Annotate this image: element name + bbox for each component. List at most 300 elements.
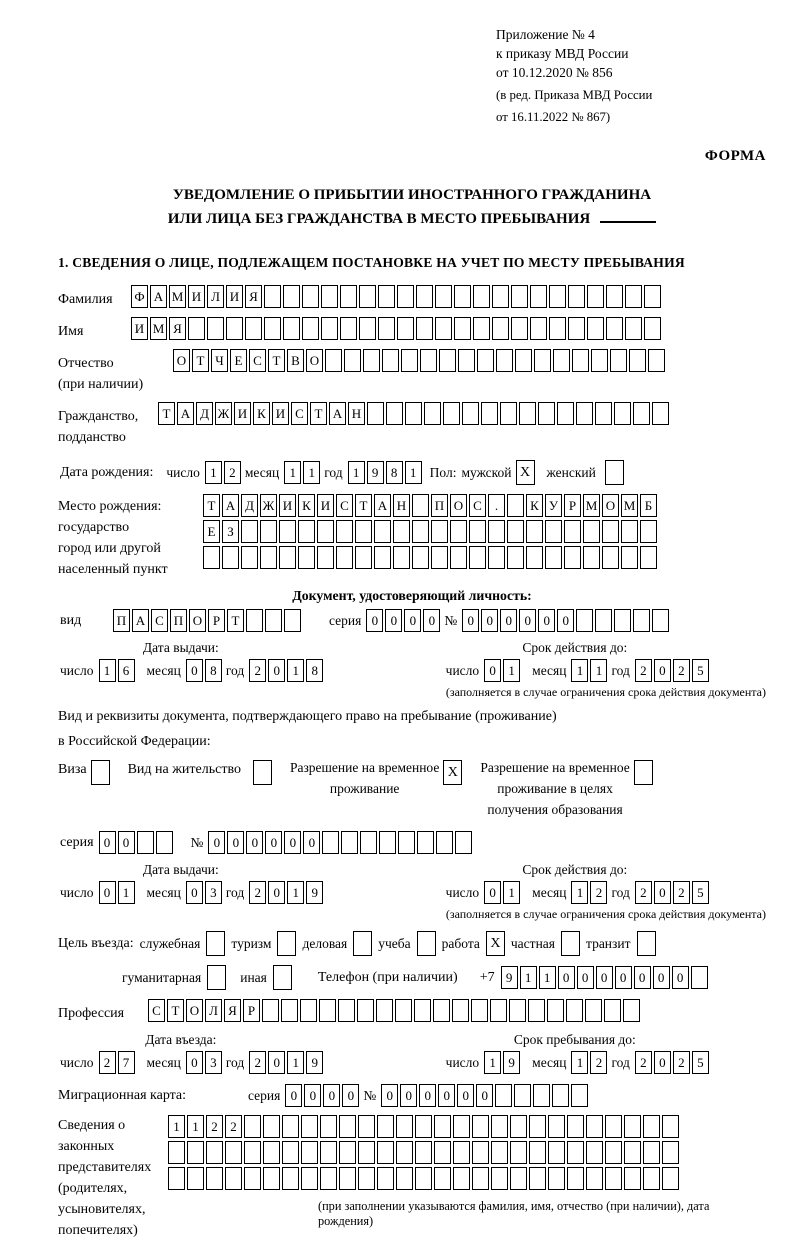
residence-issue-heading: Дата выдачи: bbox=[142, 862, 219, 878]
char-cell bbox=[587, 317, 604, 340]
char-cell: 2 bbox=[249, 1051, 266, 1074]
stay-until-row bbox=[384, 1051, 766, 1074]
char-cell: 2 bbox=[635, 881, 652, 904]
char-cell: 2 bbox=[206, 1115, 223, 1138]
char-cell: 0 bbox=[268, 881, 285, 904]
char-cell: К bbox=[298, 494, 315, 517]
appendix-line: Приложение № 4 bbox=[496, 27, 595, 42]
char-cell: 0 bbox=[615, 966, 632, 989]
char-cell: 5 bbox=[692, 1051, 709, 1074]
char-cell bbox=[207, 317, 224, 340]
citizenship-label-line2: подданство bbox=[58, 430, 126, 446]
char-cell: Т bbox=[355, 494, 372, 517]
char-cell bbox=[583, 520, 600, 543]
char-cell bbox=[317, 520, 334, 543]
migration-number-cells bbox=[381, 1084, 590, 1107]
char-cell: Я bbox=[245, 285, 262, 308]
char-cell bbox=[340, 317, 357, 340]
identity-valid-heading: Срок действия до: bbox=[522, 640, 628, 656]
sex-male-checkbox: X bbox=[516, 460, 535, 485]
char-cell bbox=[341, 831, 358, 854]
citizenship-label bbox=[58, 402, 158, 448]
purpose-private-checkbox bbox=[561, 931, 580, 956]
representatives-label-line1: Сведения о bbox=[58, 1118, 126, 1134]
char-cell: 0 bbox=[186, 1051, 203, 1074]
char-cell: 1 bbox=[287, 659, 304, 682]
char-cell: 1 bbox=[503, 881, 520, 904]
char-cell: 0 bbox=[268, 659, 285, 682]
char-cell: С bbox=[249, 349, 266, 372]
char-cell bbox=[526, 520, 543, 543]
birth-place-cells-row2 bbox=[203, 520, 659, 543]
visa-option bbox=[58, 758, 114, 785]
char-cell: 0 bbox=[118, 831, 135, 854]
char-cell bbox=[605, 1115, 622, 1138]
char-cell: И bbox=[234, 402, 251, 425]
char-cell bbox=[586, 1115, 603, 1138]
char-cell bbox=[510, 1115, 527, 1138]
char-cell bbox=[431, 520, 448, 543]
char-cell: Е bbox=[203, 520, 220, 543]
char-cell: И bbox=[188, 285, 205, 308]
char-cell bbox=[396, 1115, 413, 1138]
appendix-reference bbox=[496, 26, 766, 126]
char-cell bbox=[454, 285, 471, 308]
birth-year-cells bbox=[348, 461, 424, 484]
char-cell: Т bbox=[227, 609, 244, 632]
char-cell bbox=[472, 1115, 489, 1138]
char-cell: М bbox=[150, 317, 167, 340]
char-cell: 1 bbox=[503, 659, 520, 682]
char-cell: А bbox=[374, 494, 391, 517]
char-cell bbox=[225, 1141, 242, 1164]
char-cell: 8 bbox=[386, 461, 403, 484]
char-cell bbox=[397, 285, 414, 308]
char-cell bbox=[377, 1167, 394, 1190]
char-cell bbox=[652, 402, 669, 425]
char-cell bbox=[412, 520, 429, 543]
residence-issue-col bbox=[58, 862, 384, 904]
char-cell bbox=[567, 1115, 584, 1138]
form-title-line2 bbox=[58, 207, 766, 231]
char-cell: Р bbox=[564, 494, 581, 517]
representatives-cells-row1 bbox=[168, 1115, 766, 1138]
char-cell bbox=[363, 349, 380, 372]
char-cell: К bbox=[526, 494, 543, 517]
char-cell bbox=[571, 1084, 588, 1107]
representatives-cells-row3 bbox=[168, 1167, 766, 1190]
char-cell bbox=[434, 1141, 451, 1164]
identity-valid-day-label: число bbox=[445, 662, 480, 678]
char-cell bbox=[488, 520, 505, 543]
char-cell: 1 bbox=[571, 1051, 588, 1074]
char-cell bbox=[472, 1141, 489, 1164]
char-cell bbox=[471, 999, 488, 1022]
char-cell: 0 bbox=[268, 1051, 285, 1074]
char-cell bbox=[623, 999, 640, 1022]
temp-residence-label bbox=[290, 758, 439, 800]
char-cell: 1 bbox=[405, 461, 422, 484]
char-cell bbox=[241, 546, 258, 569]
char-cell: 0 bbox=[246, 831, 263, 854]
residence-doc-intro1: Вид и реквизиты документа, подтверждающего право на пребывание (проживание) bbox=[58, 709, 557, 725]
temp-residence-edu-label-line2: проживание в целях bbox=[497, 781, 613, 797]
identity-issue-day-cells bbox=[99, 659, 137, 682]
char-cell bbox=[514, 1084, 531, 1107]
char-cell: С bbox=[151, 609, 168, 632]
char-cell: 2 bbox=[673, 881, 690, 904]
char-cell bbox=[382, 349, 399, 372]
char-cell: М bbox=[169, 285, 186, 308]
char-cell: О bbox=[602, 494, 619, 517]
char-cell: Е bbox=[230, 349, 247, 372]
char-cell: Т bbox=[167, 999, 184, 1022]
char-cell: 0 bbox=[558, 966, 575, 989]
char-cell: И bbox=[226, 285, 243, 308]
char-cell: 1 bbox=[99, 659, 116, 682]
entry-day-label: число bbox=[60, 1054, 94, 1070]
char-cell bbox=[526, 546, 543, 569]
char-cell bbox=[545, 520, 562, 543]
char-cell: 1 bbox=[484, 1051, 501, 1074]
char-cell bbox=[469, 520, 486, 543]
entry-day-cells bbox=[99, 1051, 137, 1074]
residence-issue-month-cells bbox=[186, 881, 224, 904]
char-cell: 0 bbox=[366, 609, 383, 632]
char-cell: И bbox=[279, 494, 296, 517]
char-cell: 0 bbox=[457, 1084, 474, 1107]
char-cell: П bbox=[431, 494, 448, 517]
char-cell: Н bbox=[348, 402, 365, 425]
char-cell bbox=[549, 317, 566, 340]
char-cell bbox=[339, 1167, 356, 1190]
residence-valid-year-cells bbox=[635, 881, 711, 904]
char-cell bbox=[453, 1141, 470, 1164]
char-cell bbox=[614, 402, 631, 425]
char-cell: И bbox=[272, 402, 289, 425]
char-cell bbox=[377, 1141, 394, 1164]
char-cell bbox=[507, 520, 524, 543]
entry-purpose-label: Цель въезда: bbox=[58, 935, 134, 951]
char-cell: 2 bbox=[673, 659, 690, 682]
char-cell bbox=[358, 1167, 375, 1190]
char-cell: 0 bbox=[419, 1084, 436, 1107]
representatives-cells bbox=[168, 1115, 766, 1229]
stay-month-label: месяц bbox=[532, 1054, 567, 1070]
char-cell: 0 bbox=[484, 659, 501, 682]
patronymic-label-line1: Отчество bbox=[58, 356, 114, 372]
representatives-cells-row2 bbox=[168, 1141, 766, 1164]
purpose-other-checkbox bbox=[273, 965, 292, 990]
char-cell bbox=[614, 609, 631, 632]
char-cell: 1 bbox=[590, 659, 607, 682]
char-cell: О bbox=[189, 609, 206, 632]
char-cell bbox=[455, 831, 472, 854]
char-cell bbox=[386, 402, 403, 425]
char-cell: 0 bbox=[303, 831, 320, 854]
char-cell bbox=[300, 999, 317, 1022]
char-cell bbox=[298, 546, 315, 569]
residence-issue-day-label: число bbox=[60, 884, 94, 900]
char-cell bbox=[244, 1167, 261, 1190]
char-cell: . bbox=[488, 494, 505, 517]
char-cell bbox=[168, 1141, 185, 1164]
char-cell bbox=[264, 317, 281, 340]
representatives-label-line3: представителях bbox=[58, 1160, 152, 1176]
char-cell: 5 bbox=[692, 881, 709, 904]
stay-year-label: год bbox=[611, 1054, 630, 1070]
identity-issue-row bbox=[58, 659, 384, 682]
identity-doc-heading: Документ, удостоверяющий личность: bbox=[292, 588, 532, 604]
identity-kind-cells bbox=[113, 609, 303, 632]
char-cell bbox=[633, 609, 650, 632]
identity-doc-dates bbox=[58, 640, 766, 682]
char-cell: Д bbox=[241, 494, 258, 517]
char-cell bbox=[279, 520, 296, 543]
char-cell bbox=[360, 831, 377, 854]
char-cell bbox=[511, 285, 528, 308]
char-cell bbox=[424, 402, 441, 425]
identity-issue-month-cells bbox=[186, 659, 224, 682]
char-cell: 5 bbox=[692, 659, 709, 682]
visa-label: Виза bbox=[58, 762, 87, 778]
patronymic-cells bbox=[173, 349, 667, 372]
char-cell bbox=[533, 1084, 550, 1107]
char-cell: Л bbox=[207, 285, 224, 308]
form-marker: ФОРМА bbox=[704, 148, 766, 165]
char-cell bbox=[358, 1115, 375, 1138]
char-cell: 0 bbox=[227, 831, 244, 854]
char-cell: 0 bbox=[557, 609, 574, 632]
identity-valid-month-label: месяц bbox=[532, 662, 567, 678]
char-cell: 0 bbox=[284, 831, 301, 854]
char-cell: Д bbox=[196, 402, 213, 425]
char-cell: 1 bbox=[118, 881, 135, 904]
char-cell: 0 bbox=[672, 966, 689, 989]
migration-number-label: № bbox=[363, 1087, 377, 1103]
residence-doc-series-row bbox=[58, 831, 766, 854]
identity-issue-day-label: число bbox=[60, 662, 94, 678]
birth-day-label: число bbox=[166, 464, 200, 480]
char-cell bbox=[339, 1115, 356, 1138]
purpose-study-label: учеба bbox=[378, 935, 411, 951]
char-cell bbox=[336, 520, 353, 543]
char-cell bbox=[355, 546, 372, 569]
migration-series-cells bbox=[285, 1084, 361, 1107]
appendix-edit-line: (в ред. Приказа МВД России bbox=[496, 87, 653, 102]
birth-place-label-line2: государство bbox=[58, 520, 130, 536]
char-cell: К bbox=[253, 402, 270, 425]
migration-series-label: серия bbox=[248, 1087, 281, 1103]
char-cell bbox=[610, 349, 627, 372]
char-cell bbox=[549, 285, 566, 308]
char-cell bbox=[317, 546, 334, 569]
identity-number-cells bbox=[462, 609, 671, 632]
identity-series-cells bbox=[366, 609, 442, 632]
char-cell bbox=[340, 285, 357, 308]
char-cell: 0 bbox=[654, 881, 671, 904]
char-cell: 1 bbox=[303, 461, 320, 484]
residence-valid-col bbox=[384, 862, 766, 904]
representatives-label-line6: попечителях) bbox=[58, 1223, 138, 1239]
char-cell bbox=[644, 285, 661, 308]
purpose-study-checkbox bbox=[417, 931, 436, 956]
char-cell: 1 bbox=[287, 881, 304, 904]
char-cell bbox=[529, 1167, 546, 1190]
char-cell bbox=[510, 1167, 527, 1190]
char-cell bbox=[662, 1167, 679, 1190]
char-cell bbox=[583, 546, 600, 569]
char-cell: 0 bbox=[186, 659, 203, 682]
char-cell: 2 bbox=[673, 1051, 690, 1074]
char-cell: 0 bbox=[99, 831, 116, 854]
char-cell bbox=[602, 520, 619, 543]
birth-place-cells bbox=[203, 494, 659, 572]
patronymic-row bbox=[58, 349, 766, 395]
identity-issue-month-label: месяц bbox=[146, 662, 181, 678]
char-cell bbox=[338, 999, 355, 1022]
char-cell: Б bbox=[640, 494, 657, 517]
char-cell: Я bbox=[169, 317, 186, 340]
residence-permit-option bbox=[128, 758, 276, 785]
citizenship-cells bbox=[158, 402, 671, 425]
residence-permit-label: Вид на жительство bbox=[127, 762, 241, 778]
char-cell bbox=[443, 402, 460, 425]
profession-cells bbox=[148, 999, 642, 1022]
birth-place-cells-row3 bbox=[203, 546, 659, 569]
birth-year-label: год bbox=[324, 464, 343, 480]
char-cell bbox=[452, 999, 469, 1022]
residence-valid-heading: Срок действия до: bbox=[522, 862, 628, 878]
purpose-humanitarian-label: гуманитарная bbox=[122, 969, 202, 985]
char-cell bbox=[507, 546, 524, 569]
residence-valid-note: (заполняется в случае ограничения срока действия документа) bbox=[445, 907, 766, 922]
char-cell bbox=[396, 1167, 413, 1190]
identity-issue-year-label: год bbox=[225, 662, 245, 678]
char-cell bbox=[453, 1167, 470, 1190]
char-cell: Я bbox=[224, 999, 241, 1022]
identity-issue-col bbox=[58, 640, 384, 682]
char-cell bbox=[568, 285, 585, 308]
char-cell: 0 bbox=[265, 831, 282, 854]
char-cell: Т bbox=[158, 402, 175, 425]
char-cell: М bbox=[621, 494, 638, 517]
char-cell: 0 bbox=[186, 881, 203, 904]
char-cell bbox=[548, 1141, 565, 1164]
char-cell: 6 bbox=[118, 659, 135, 682]
sex-female-label: женский bbox=[546, 464, 596, 480]
residence-number-label: № bbox=[190, 834, 204, 850]
char-cell bbox=[492, 285, 509, 308]
char-cell bbox=[434, 1167, 451, 1190]
stay-day-label: число bbox=[445, 1054, 480, 1070]
residence-issue-year-cells bbox=[249, 881, 325, 904]
char-cell bbox=[572, 349, 589, 372]
char-cell: 2 bbox=[590, 881, 607, 904]
char-cell bbox=[605, 1167, 622, 1190]
char-cell: 1 bbox=[284, 461, 301, 484]
char-cell bbox=[321, 285, 338, 308]
char-cell: 0 bbox=[323, 1084, 340, 1107]
purpose-tourism-label: туризм bbox=[231, 935, 272, 951]
identity-kind-label: вид bbox=[60, 612, 82, 628]
char-cell: Т bbox=[203, 494, 220, 517]
char-cell bbox=[435, 317, 452, 340]
char-cell: С bbox=[148, 999, 165, 1022]
char-cell: С bbox=[336, 494, 353, 517]
purpose-transit-label: транзит bbox=[586, 935, 631, 951]
representatives-label-line2: законных bbox=[58, 1139, 115, 1155]
char-cell bbox=[401, 349, 418, 372]
char-cell: А bbox=[132, 609, 149, 632]
char-cell bbox=[374, 546, 391, 569]
char-cell bbox=[264, 285, 281, 308]
char-cell: Р bbox=[208, 609, 225, 632]
char-cell: И bbox=[317, 494, 334, 517]
char-cell: 0 bbox=[654, 659, 671, 682]
char-cell bbox=[339, 1141, 356, 1164]
char-cell bbox=[283, 285, 300, 308]
char-cell: 2 bbox=[225, 1115, 242, 1138]
entry-stay-dates bbox=[58, 1032, 766, 1074]
char-cell: О bbox=[173, 349, 190, 372]
char-cell bbox=[320, 1141, 337, 1164]
char-cell bbox=[492, 317, 509, 340]
representatives-label-line4: (родителях, bbox=[58, 1181, 128, 1197]
char-cell bbox=[477, 349, 494, 372]
char-cell bbox=[547, 999, 564, 1022]
char-cell: 0 bbox=[400, 1084, 417, 1107]
char-cell: 9 bbox=[306, 1051, 323, 1074]
char-cell: 2 bbox=[99, 1051, 116, 1074]
birth-place-label bbox=[58, 494, 203, 580]
char-cell bbox=[519, 402, 536, 425]
char-cell bbox=[624, 1167, 641, 1190]
surname-label: Фамилия bbox=[58, 292, 113, 308]
char-cell bbox=[415, 1167, 432, 1190]
birth-day-cells bbox=[205, 461, 243, 484]
char-cell bbox=[515, 349, 532, 372]
char-cell: Н bbox=[393, 494, 410, 517]
char-cell bbox=[564, 520, 581, 543]
citizenship-label-line1: Гражданство, bbox=[58, 409, 139, 425]
char-cell bbox=[417, 831, 434, 854]
appendix-line: от 10.12.2020 № 856 bbox=[496, 64, 613, 80]
char-cell bbox=[552, 1084, 569, 1107]
residence-doc-dates bbox=[58, 862, 766, 904]
char-cell bbox=[359, 317, 376, 340]
temp-residence-edu-option bbox=[480, 758, 656, 821]
char-cell: О bbox=[186, 999, 203, 1022]
purpose-humanitarian-checkbox bbox=[207, 965, 226, 990]
char-cell bbox=[586, 1141, 603, 1164]
char-cell bbox=[643, 1115, 660, 1138]
char-cell bbox=[244, 1115, 261, 1138]
purpose-official-label: служебная bbox=[139, 935, 201, 951]
char-cell bbox=[436, 831, 453, 854]
phone-cells bbox=[501, 966, 710, 989]
char-cell bbox=[595, 609, 612, 632]
stay-year-cells bbox=[635, 1051, 711, 1074]
char-cell bbox=[415, 1141, 432, 1164]
char-cell bbox=[643, 1167, 660, 1190]
surname-row bbox=[58, 285, 766, 310]
char-cell bbox=[648, 349, 665, 372]
birth-place-label-line1: Место рождения: bbox=[58, 499, 162, 515]
patronymic-label-line2: (при наличии) bbox=[58, 377, 144, 393]
char-cell: 0 bbox=[285, 1084, 302, 1107]
char-cell bbox=[415, 1115, 432, 1138]
